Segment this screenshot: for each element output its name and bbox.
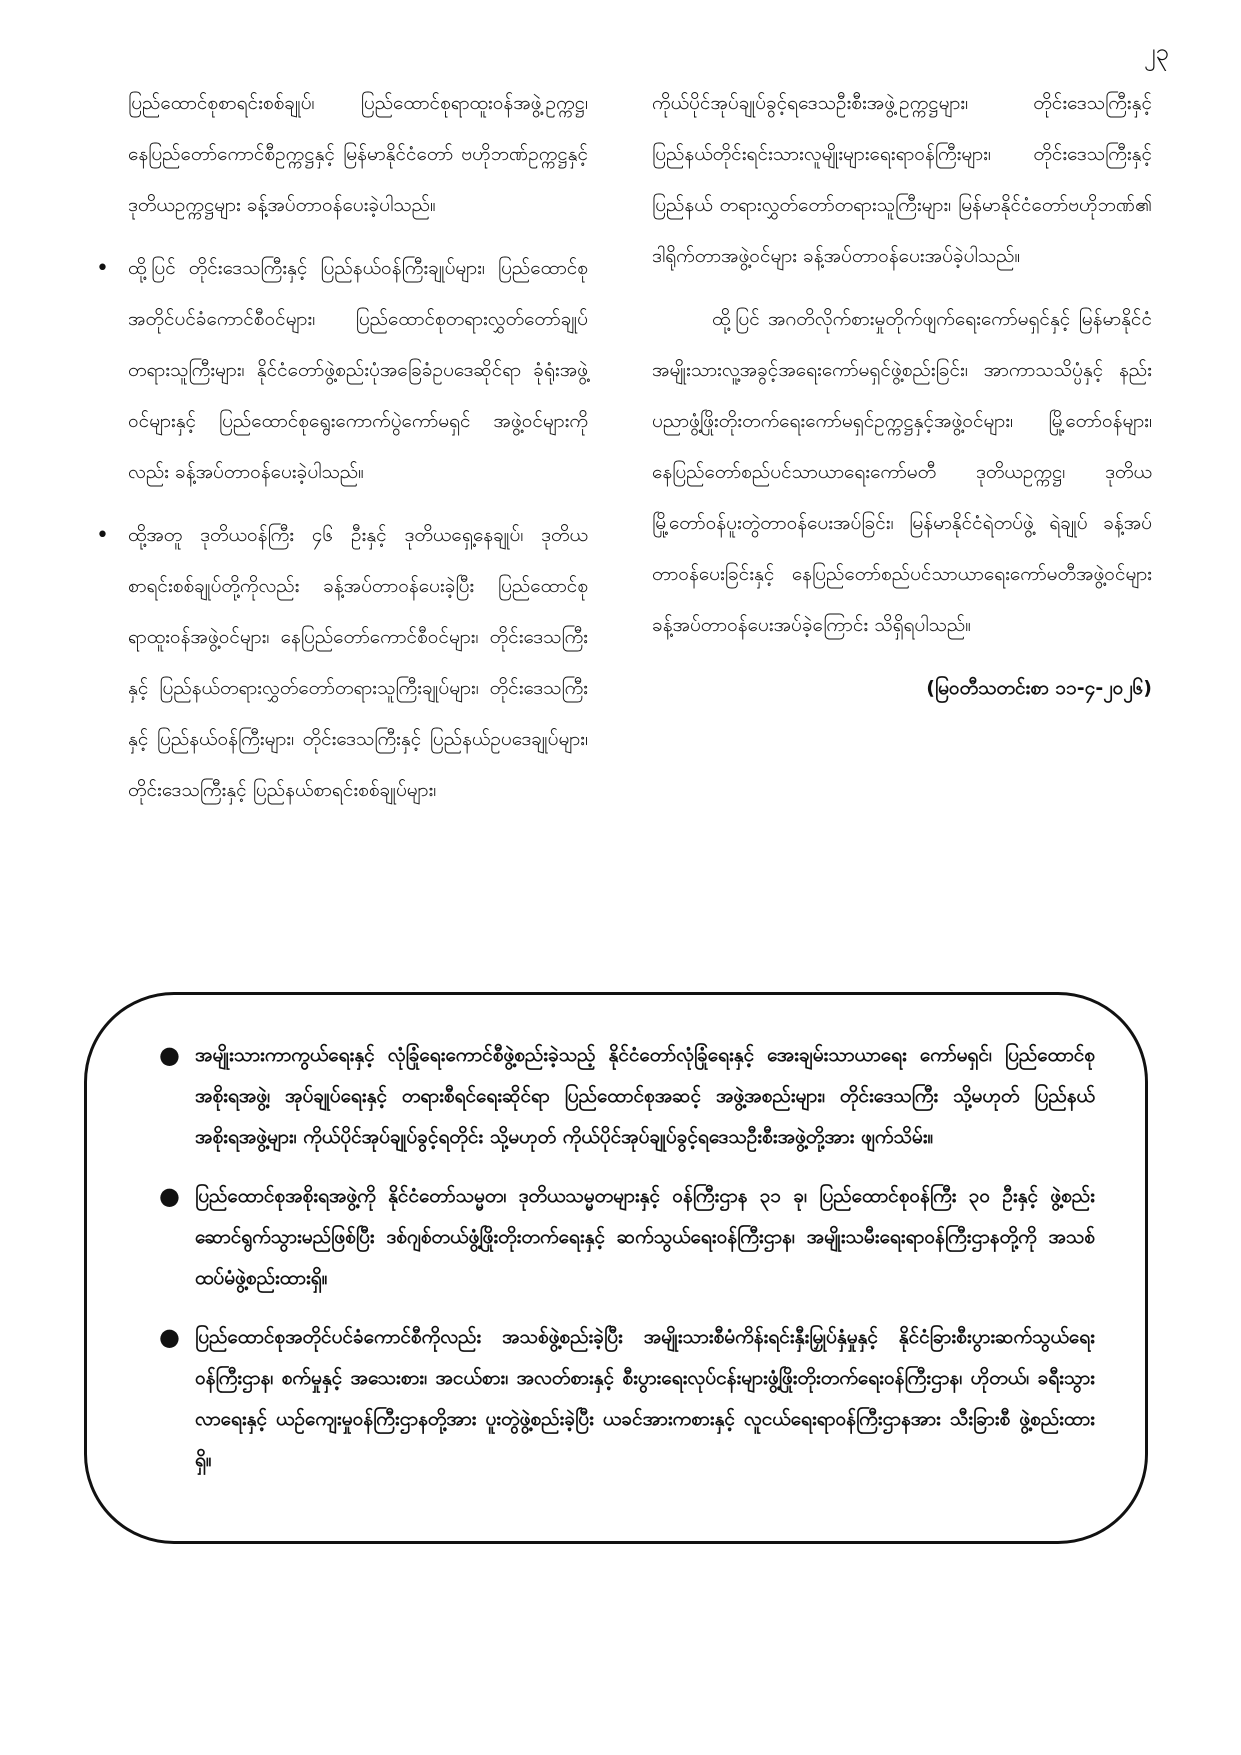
bullet-icon: ● [159,1182,180,1210]
left-continuation-paragraph: ပြည်ထောင်စုစာရင်းစစ်ချုပ်၊ ပြည်ထောင်စုရာထူးဝန်အဖွဲ့ဥက္ကဋ္ဌ၊ နေပြည်တော်ကောင်စီဥက္ကဋ္ဌနှင့် မြန်မာနိုင်ငံတော် ဗဟိုဘဏ်ဥက္ကဋ္ဌနှင့် ဒုတိယဥက္ကဋ္ဌများ ခန့်အပ်တာဝန်ပေးခဲ့ပါသည်။ [128,92,588,216]
highlight-text: ပြည်ထောင်စုအတိုင်ပင်ခံကောင်စီကိုလည်း အသစ်ဖွဲ့စည်းခဲ့ပြီး အမျိုးသားစီမံကိန်းရင်းနှီးမြှုပ်နှံမှုနှင့် နိုင်ငံခြားစီးပွားဆက်သွယ်ရေးဝန်ကြီးဌာန၊ စက်မှုနှင့် အသေးစား၊ အငယ်စား၊ အလတ်စားနှင့် စီးပွားရေးလုပ်ငန်းများဖွံ့ဖြိုးတိုးတက်ရေးဝန်ကြီးဌာန၊ ဟိုတယ်၊ ခရီးသွားလာရေးနှင့် ယဉ်ကျေးမှုဝန်ကြီးဌာနတို့အား ပူးတွဲဖွဲ့စည်းခဲ့ပြီး ယခင်အားကစားနှင့် လူငယ်ရေးရာဝန်ကြီးဌာနအား သီးခြားစီ ဖွဲ့စည်းထားရှိ။ [195,1326,1095,1471]
highlight-item [159,1035,1095,1158]
bullet-icon: • [96,256,109,281]
bullet-icon: ● [159,1323,180,1351]
left-bullet-text: ထို့အတူ ဒုတိယဝန်ကြီး ၄၆ ဦးနှင့် ဒုတိယရှေ့နေချုပ်၊ ဒုတိယစာရင်းစစ်ချုပ်တို့ကိုလည်း ခန့်အပ်တာဝန်ပေးခဲ့ပြီး ပြည်ထောင်စုရာထူးဝန်အဖွဲ့ဝင်များ၊ နေပြည်တော်ကောင်စီဝင်များ၊ တိုင်းဒေသကြီးနှင့် ပြည်နယ်တရားလွှတ်တော်တရားသူကြီးချုပ်များ၊ တိုင်းဒေသကြီးနှင့် ပြည်နယ်ဝန်ကြီးများ၊ တိုင်းဒေသကြီးနှင့် ပြည်နယ်ဥပဒေချုပ်များ၊ တိုင်းဒေသကြီးနှင့် ပြည်နယ်စာရင်းစစ်ချုပ်များ၊ [128,524,588,801]
highlight-text: ပြည်ထောင်စုအစိုးရအဖွဲ့ကို နိုင်ငံတော်သမ္မတ၊ ဒုတိယသမ္မတများနှင့် ဝန်ကြီးဌာန ၃၁ ခု၊ ပြည်ထောင်စုဝန်ကြီး ၃၀ ဦးနှင့် ဖွဲ့စည်းဆောင်ရွက်သွားမည်ဖြစ်ပြီး ဒစ်ဂျစ်တယ်ဖွံ့ဖြိုးတိုးတက်ရေးနှင့် ဆက်သွယ်ရေးဝန်ကြီးဌာန၊ အမျိုးသမီးရေးရာဝန်ကြီးဌာနတို့ကို အသစ်ထပ်မံဖွဲ့စည်းထားရှိ။ [195,1185,1095,1289]
bullet-icon: ● [159,1041,180,1069]
highlight-text: အမျိုးသားကာကွယ်ရေးနှင့် လုံခြုံရေးကောင်စီဖွဲ့စည်းခဲ့သည့် နိုင်ငံတော်လုံခြုံရေးနှင့် အေးချမ်းသာယာရေး ကော်မရှင်၊ ပြည်ထောင်စုအစိုးရအဖွဲ့၊ အုပ်ချုပ်ရေးနှင့် တရားစီရင်ရေးဆိုင်ရာ ပြည်ထောင်စုအဆင့် အဖွဲ့အစည်းများ၊ တိုင်းဒေသကြီး သို့မဟုတ် ပြည်နယ်အစိုးရအဖွဲ့များ၊ ကိုယ်ပိုင်အုပ်ချုပ်ခွင့်ရတိုင်း သို့မဟုတ် ကိုယ်ပိုင်အုပ်ချုပ်ခွင့်ရဒေသဦးစီးအဖွဲ့တို့အား ဖျက်သိမ်း။ [195,1044,1095,1148]
highlight-item [159,1317,1095,1481]
source-citation: (မြဝတီသတင်းစာ ၁၁-၄-၂၀၂၆) [926,677,1152,699]
right-column [652,78,1152,978]
page-number: ၂၃ [1143,38,1169,66]
left-bullet-list [88,243,588,816]
two-column-body [88,78,1152,978]
left-column [88,78,588,978]
bullet-icon: • [96,523,109,548]
left-bullet-item [88,243,588,498]
left-bullet-item [88,510,588,816]
right-paragraph-2: ထို့ပြင် အဂတိလိုက်စားမှုတိုက်ဖျက်ရေးကော်မရှင်နှင့် မြန်မာနိုင်ငံအမျိုးသားလူ့အခွင့်အရေးကော်မရှင်ဖွဲ့စည်းခြင်း၊ အာကာသသိပ္ပံနှင့် နည်းပညာဖွံ့ဖြိုးတိုးတက်ရေးကော်မရှင်ဥက္ကဋ္ဌနှင့်အဖွဲ့ဝင်များ၊ မြို့တော်ဝန်များ၊ နေပြည်တော်စည်ပင်သာယာရေးကော်မတီ ဒုတိယဥက္ကဋ္ဌ၊ ဒုတိယမြို့တော်ဝန်ပူးတွဲတာဝန်ပေးအပ်ခြင်း၊ မြန်မာနိုင်ငံရဲတပ်ဖွဲ့ ရဲချုပ် ခန့်အပ်တာဝန်ပေးခြင်းနှင့် နေပြည်တော်စည်ပင်သာယာရေးကော်မတီအဖွဲ့ဝင်များ ခန့်အပ်တာဝန်ပေးအပ်ခဲ့ကြောင်း သိရှိရပါသည်။ [652,308,1152,636]
highlight-list [159,1035,1095,1481]
highlight-item [159,1176,1095,1299]
highlight-box [84,992,1148,1544]
left-bullet-text: ထို့ပြင် တိုင်းဒေသကြီးနှင့် ပြည်နယ်ဝန်ကြီးချုပ်များ၊ ပြည်ထောင်စုအတိုင်ပင်ခံကောင်စီဝင်များ၊ ပြည်ထောင်စုတရားလွှတ်တော်ချုပ် တရားသူကြီးများ၊ နိုင်ငံတော်ဖွဲ့စည်းပုံအခြေခံဥပဒေဆိုင်ရာ ခုံရုံးအဖွဲ့ဝင်များနှင့် ပြည်ထောင်စုရွေးကောက်ပွဲကော်မရှင် အဖွဲ့ဝင်များကိုလည်း ခန့်အပ်တာဝန်ပေးခဲ့ပါသည်။ [128,257,588,483]
right-paragraph-1: ကိုယ်ပိုင်အုပ်ချုပ်ခွင့်ရဒေသဦးစီးအဖွဲ့ဥက္ကဋ္ဌများ၊ တိုင်းဒေသကြီးနှင့် ပြည်နယ်တိုင်းရင်းသားလူမျိုးများရေးရာဝန်ကြီးများ၊ တိုင်းဒေသကြီးနှင့်ပြည်နယ် တရားလွှတ်တော်တရားသူကြီးများ၊ မြန်မာနိုင်ငံတော်ဗဟိုဘဏ်၏ ဒါရိုက်တာအဖွဲ့ဝင်များ ခန့်အပ်တာဝန်ပေးအပ်ခဲ့ပါသည်။ [652,92,1152,267]
